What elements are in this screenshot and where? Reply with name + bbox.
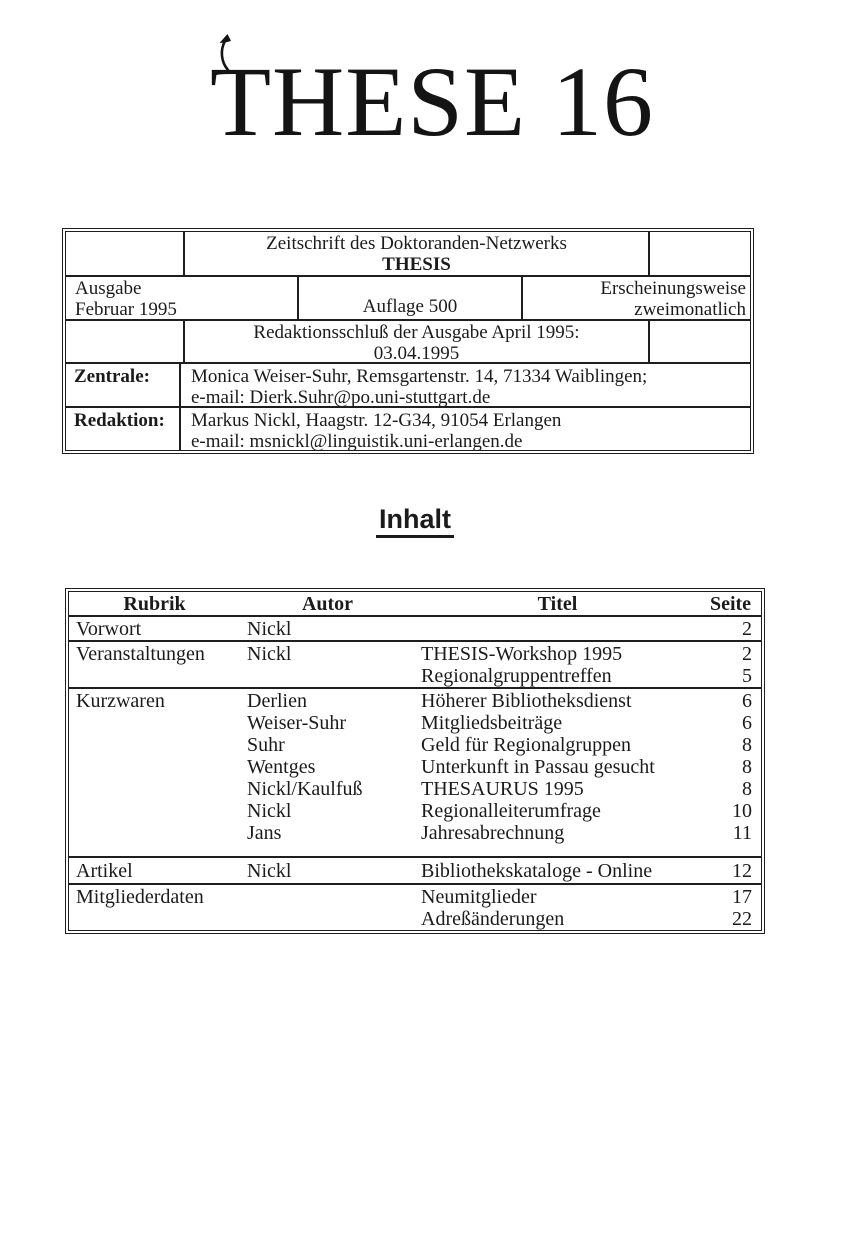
zentrale-email: e-mail: Dierk.Suhr@po.uni-stuttgart.de [191, 387, 491, 406]
toc-table [65, 588, 765, 934]
masthead-empty-cell [66, 321, 183, 362]
toc-autor-cell: Weiser-Suhr [247, 712, 347, 734]
toc-seite-cell: 17 [732, 886, 752, 908]
page-title: THESE 16 [209, 46, 655, 157]
masthead-redaktion-row [66, 406, 750, 450]
toc-autor-cell: Nickl [247, 618, 292, 640]
toc-titel-cell: Mitgliedsbeiträge [421, 712, 563, 734]
toc-header-row [69, 592, 761, 617]
toc-rubrik-cell: Vorwort [76, 618, 142, 640]
toc-rubrik-cell: Veranstaltungen [76, 643, 205, 665]
toc-entries [240, 885, 761, 930]
toc-group-kurzwaren [69, 687, 761, 856]
toc-entry [240, 712, 761, 734]
redaktion-address: Markus Nickl, Haagstr. 12-G34, 91054 Erlangen [191, 410, 562, 431]
toc-autor-cell: Jans [247, 822, 282, 844]
redaktion-cell [181, 408, 750, 450]
journal-title-cell [183, 232, 650, 275]
toc-entries [240, 859, 761, 882]
toc-seite-cell: 8 [742, 756, 752, 778]
toc-autor-cell: Derlien [247, 690, 307, 712]
toc-entry [240, 734, 761, 756]
ausgabe-cell [66, 277, 297, 319]
toc-group-artikel [69, 856, 761, 883]
toc-seite-cell: 2 [742, 643, 752, 665]
erscheinungsweise-cell [523, 277, 750, 319]
toc-entry [240, 886, 761, 908]
toc-autor-cell [240, 908, 415, 930]
redaktion-email: e-mail: msnickl@linguistik.uni-erlangen.de [191, 431, 523, 450]
redaktionsschluss-date: 03.04.1995 [373, 343, 460, 362]
toc-group-mitgliederdaten [69, 883, 761, 930]
toc-entry [240, 756, 761, 778]
toc-titel-cell: Neumitglieder [421, 886, 537, 908]
redaktion-label: Redaktion: [66, 408, 181, 450]
toc-autor-cell: Nickl/Kaulfuß [247, 778, 363, 800]
redaktionsschluss-cell [183, 321, 650, 362]
toc-entries [240, 642, 761, 687]
zentrale-label: Zentrale: [66, 364, 181, 406]
toc-entry [240, 618, 761, 640]
toc-autor-cell: Nickl [247, 643, 292, 665]
toc-titel-cell: THESAURUS 1995 [421, 778, 584, 800]
toc-autor-cell: Wentges [247, 756, 316, 778]
toc-titel-cell: Höherer Bibliotheksdienst [421, 690, 632, 712]
inhalt-heading-wrap [65, 504, 765, 538]
masthead-empty-cell [650, 321, 750, 362]
toc-entry [240, 908, 761, 930]
toc-titel-cell [415, 618, 700, 640]
toc-seite-cell: 2 [742, 618, 752, 640]
toc-titel-cell: Jahresabrechnung [421, 822, 565, 844]
journal-name: THESIS [382, 254, 451, 275]
toc-titel-cell: Adreßänderungen [421, 908, 565, 930]
toc-entry [240, 860, 761, 882]
toc-autor-cell: Nickl [247, 860, 292, 882]
toc-titel-cell: Regionalgruppentreffen [421, 665, 612, 687]
toc-seite-cell: 8 [742, 778, 752, 800]
erscheinungsweise-label: Erscheinungsweise [600, 278, 746, 299]
toc-entries [240, 617, 761, 640]
toc-entry [240, 643, 761, 665]
erscheinungsweise-value: zweimonatlich [634, 299, 746, 319]
masthead-zentrale-row [66, 362, 750, 406]
toc-titel-cell: Regionalleiterumfrage [421, 800, 601, 822]
redaktionsschluss-text: Redaktionsschluß der Ausgabe April 1995: [253, 322, 580, 343]
masthead-journal-row [66, 232, 750, 275]
toc-seite-cell: 12 [732, 860, 752, 882]
masthead-issue-row [66, 275, 750, 319]
toc-seite-cell: 11 [732, 822, 752, 844]
toc-entry [240, 690, 761, 712]
ausgabe-value: Februar 1995 [75, 299, 177, 319]
toc-autor-cell: Nickl [247, 800, 292, 822]
masthead-table [62, 228, 754, 454]
toc-titel-cell: THESIS-Workshop 1995 [421, 643, 623, 665]
toc-group-veranstaltungen [69, 640, 761, 687]
toc-col-seite: Seite [709, 592, 752, 615]
journal-subtitle: Zeitschrift des Doktoranden-Netzwerks [266, 233, 567, 254]
masthead-empty-cell [66, 232, 183, 275]
toc-rubrik-cell: Mitgliederdaten [76, 886, 204, 908]
ausgabe-label: Ausgabe [75, 278, 142, 299]
toc-entry [240, 778, 761, 800]
toc-seite-cell: 6 [742, 712, 752, 734]
toc-seite-cell: 10 [732, 800, 752, 822]
toc-entries [240, 689, 761, 844]
zentrale-address: Monica Weiser-Suhr, Remsgartenstr. 14, 71334 Waiblingen; [191, 366, 648, 387]
toc-autor-cell [240, 886, 415, 908]
toc-seite-cell: 6 [742, 690, 752, 712]
toc-seite-cell: 8 [742, 734, 752, 756]
toc-entry [240, 665, 761, 687]
masthead-empty-cell [650, 232, 750, 275]
toc-titel-cell: Unterkunft in Passau gesucht [421, 756, 655, 778]
auflage-value: Auflage 500 [362, 296, 458, 317]
toc-rubrik-cell: Artikel [76, 860, 133, 882]
toc-autor-cell: Suhr [247, 734, 285, 756]
toc-titel-cell: Geld für Regionalgruppen [421, 734, 631, 756]
toc-rubrik-cell: Kurzwaren [76, 690, 165, 712]
toc-entry [240, 822, 761, 844]
auflage-cell [297, 277, 523, 319]
zentrale-cell [181, 364, 750, 406]
toc-titel-cell: Bibliothekskataloge - Online [421, 860, 653, 882]
toc-group-vorwort [69, 617, 761, 640]
toc-autor-cell [240, 665, 415, 687]
toc-col-titel: Titel [537, 592, 578, 615]
toc-col-autor: Autor [301, 592, 354, 615]
masthead-deadline-row [66, 319, 750, 362]
toc-seite-cell: 22 [732, 908, 752, 930]
inhalt-heading: Inhalt [376, 504, 454, 538]
toc-col-rubrik: Rubrik [123, 592, 186, 615]
toc-entry [240, 800, 761, 822]
toc-seite-cell: 5 [742, 665, 752, 687]
